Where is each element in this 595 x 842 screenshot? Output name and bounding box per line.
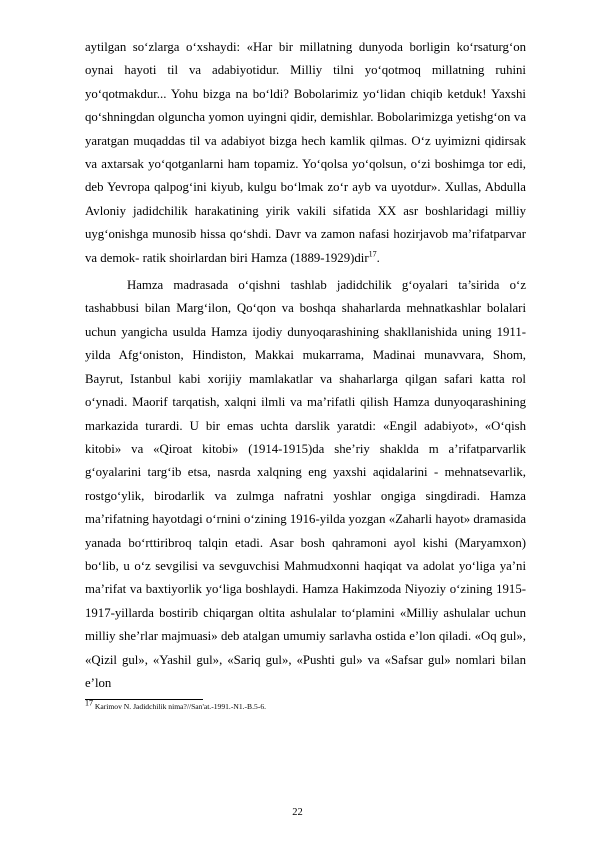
paragraph-1-text: aytilgan so‘zlarga o‘xshaydi: «Har bir millatning dunyoda borligin ko‘rsaturg‘on oynai hayoti til va adabiyotidur. Milliy tilni yo‘qotmoq millatning ruhini yo‘qotmakdur... Yohu bizga na bo‘ldi? Bobolarimiz yo‘lidan chiqib ketduk! Yaxshi qo‘shningdan olguncha yomon uyingni qidir, demishlar. Bobolarimizga yetishg‘on va yaratgan muqaddas til va adabiyot bizga hech kamlik qilmas. O‘z uyimizni qidirsak va axtarsak yo‘qotganlarni ham topamiz. Yo‘qolsa yo‘qolsun, o‘zi boshimga tor edi, deb Yevropa qalpog‘ini kiyub, kulgu bo‘lmak zo‘r ayb va uyotdur». Xullas, Abdulla Avloniy jadidchilik harakatining yirik vakili sifatida XX asr boshlaridagi milliy uyg‘onishga munosib hissa qo‘shdi. Davr va zamon nafasi hozirjavob ma’rifatparvar va demok- ratik shoirlardan biri Hamza (1889-1929)dir <box>85 40 526 265</box>
footnote-reference-17[interactable]: 17 <box>368 249 377 259</box>
body-paragraph-2: Hamza madrasada o‘qishni tashlab jadidchilik g‘oyalari ta’sirida o‘z tashabbusi bilan Marg‘ilon, Qo‘qon va boshqa shaharlarda mehnatkashlar bolalari uchun yangicha usulda Hamza ijodiy dunyoqarashining shakllanishida uning 1911-yilda Afg‘oniston, Hindiston, Makkai mukarrama, Madinai munavvara, Shom, Bayrut, Istanbul kabi xorijiy mamlakatlar va shaharlarga qilgan safari katta rol o‘ynadi. Maorif tarqatish, xalqni ilmli va ma’rifatli qilish Hamza dunyoqarashining markazida turardi. U bir emas uchta darslik yaratdi: «Engil adabiyot», «O‘qish kitobi» va «Qiroat kitobi» (1914-1915)da she’riy shaklda m a’rifatparvarlik g‘oyalarini targ‘ib etsa, nasrda xalqning eng yaxshi aqidalarini - mehnatsevarlik, rostgo‘ylik, birodarlik va zulmga nafratni yoshlar ongiga singdiradi. Hamza ma’rifatning hayotdagi o‘rnini o‘zining 1916-yilda yozgan «Zaharli hayot» dramasida yanada bo‘rttiribroq talqin etadi. Asar bosh qahramoni ayol kishi (Maryamxon) bo‘lib, u o‘z sevgilisi va sevguvchisi Mahmudxonni haqiqat va adolat yo‘liga ya’ni ma’rifat va baxtiyorlik yo‘liga boshlaydi. Hamza Hakimzoda Niyoziy o‘zining 1915-1917-yillarda bostirib chiqargan oltita ashulalar to‘plamini «Milliy ashulalar uchun milliy she’rlar majmuasi» deb atalgan umumiy sarlavha ostida e’lon qiladi. «Oq gul», «Qizil gul», «Yashil gul», «Sariq gul», «Pushti gul» va «Safsar gul» nomlari bilan e’lon <box>85 278 526 690</box>
page-number: 22 <box>292 807 303 818</box>
body-paragraph-1 <box>85 36 526 270</box>
document-page <box>85 36 526 712</box>
footnote-separator <box>85 699 203 700</box>
footnote-number: 17 <box>85 698 93 708</box>
paragraph-1-end: . <box>376 250 380 265</box>
footnote-text: Karimov N. Jadidchilik nima?//San'at.-1991.-N1.-B.5-6. <box>93 702 267 712</box>
footnote-17 <box>85 698 526 712</box>
